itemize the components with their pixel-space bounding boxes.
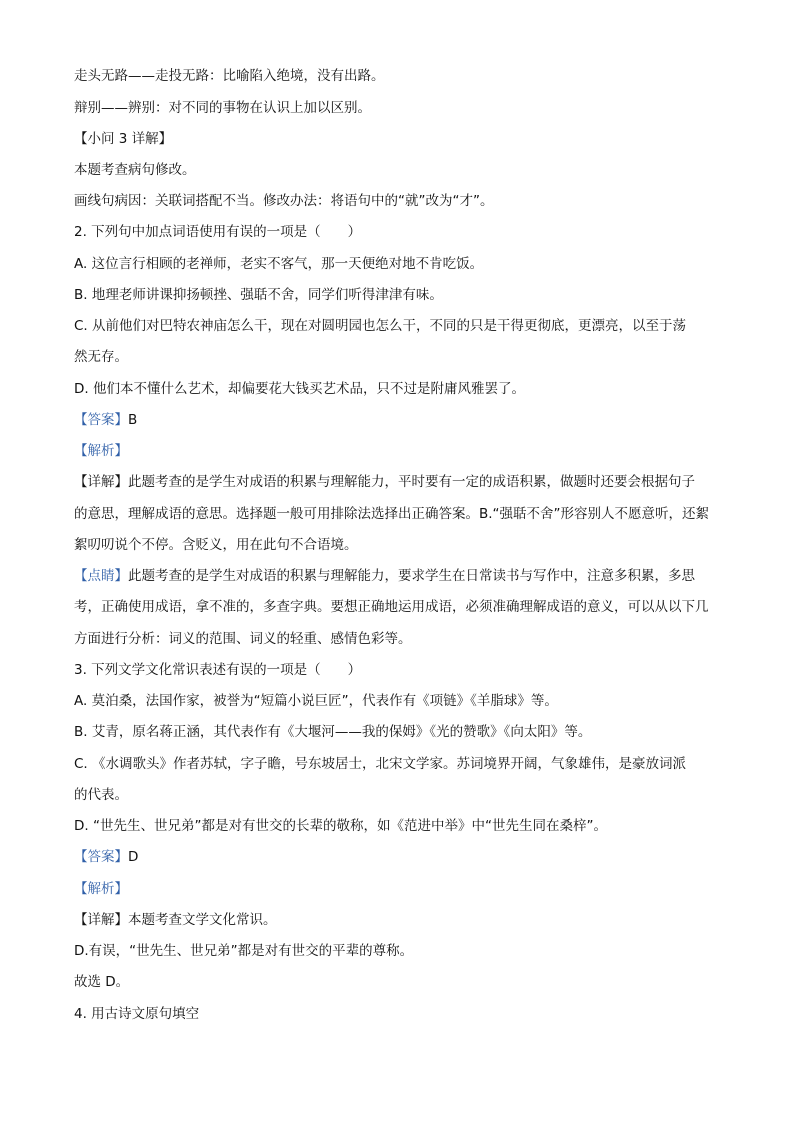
option-c: C. 从前他们对巴特农神庙怎么干，现在对圆明园也怎么干，不同的只是干得更彻底，更漂亮，以至于荡 xyxy=(74,318,687,334)
analysis-tag: 【解析】 xyxy=(74,443,128,459)
detail-line: 絮叨叨说个不停。含贬义，用在此句不合语境。 xyxy=(74,537,358,553)
detail-line: 【详解】此题考查的是学生对成语的积累与理解能力，平时要有一定的成语积累，做题时还要会根据句子 xyxy=(74,474,695,490)
text-line: 走头无路——走投无路：比喻陷入绝境，没有出路。 xyxy=(74,68,385,84)
detail-line: 【详解】本题考查文学文化常识。 xyxy=(74,912,277,928)
comment-line: 【点睛】此题考查的是学生对成语的积累与理解能力，要求学生在日常读书与写作中，注意多积累，多思 xyxy=(74,568,695,584)
detail-line: 的意思，理解成语的意思。选择题一般可用排除法选择出正确答案。B.“强聒不舍”形容别人不愿意听，还絮 xyxy=(74,506,710,522)
answer-tag: 【答案】 xyxy=(74,412,128,428)
answer-line xyxy=(74,847,724,867)
answer-tag: 【答案】 xyxy=(74,849,128,865)
text-line: 本题考查病句修改。 xyxy=(74,162,196,178)
question-2-stem: 2. 下列句中加点词语使用有误的一项是（ ） xyxy=(74,224,362,240)
text-line: 画线句病因：关联词搭配不当。修改办法：将语句中的“就”改为“才”。 xyxy=(74,193,494,209)
option-a: A. 这位言行相顾的老禅师，老实不客气，那一天便绝对地不肯吃饭。 xyxy=(74,256,484,272)
detail-line: D.有误，“世先生、世兄弟”都是对有世交的平辈的尊称。 xyxy=(74,943,414,959)
option-d: D. “世先生、世兄弟”都是对有世交的长辈的敬称，如《范进中举》中“世先生同在桑梓”。 xyxy=(74,818,607,834)
answer-value: B xyxy=(128,412,138,428)
question-3-stem: 3. 下列文学文化常识表述有误的一项是（ ） xyxy=(74,662,362,678)
answer-line xyxy=(74,410,724,430)
sub-question-heading: 【小问 3 详解】 xyxy=(74,131,173,147)
option-c: C. 《水调歌头》作者苏轼，字子瞻，号东坡居士，北宋文学家。苏词境界开阔，气象雄伟，是豪放词派 xyxy=(74,756,687,772)
comment-line: 考，正确使用成语，拿不准的，多查字典。要想正确地运用成语，必须准确理解成语的意义，可以从以下几 xyxy=(74,599,709,615)
question-4-stem: 4. 用古诗文原句填空 xyxy=(74,1006,200,1022)
option-c-continued: 的代表。 xyxy=(74,787,128,803)
option-d: D. 他们本不懂什么艺术，却偏要花大钱买艺术品，只不过是附庸风雅罢了。 xyxy=(74,381,525,397)
analysis-tag: 【解析】 xyxy=(74,881,128,897)
comment-tag: 【点睛】 xyxy=(74,568,128,584)
detail-line: 故选 D。 xyxy=(74,974,130,990)
option-c-continued: 然无存。 xyxy=(74,349,128,365)
option-a: A. 莫泊桑，法国作家，被誉为“短篇小说巨匠”，代表作有《项链》《羊脂球》等。 xyxy=(74,693,558,709)
answer-value: D xyxy=(128,849,139,865)
comment-line: 方面进行分析：词义的范围、词义的轻重、感情色彩等。 xyxy=(74,631,412,647)
option-b: B. 地理老师讲课抑扬顿挫、强聒不舍，同学们听得津津有味。 xyxy=(74,287,443,303)
text-line: 辩别——辨别：对不同的事物在认识上加以区别。 xyxy=(74,100,371,116)
option-b: B. 艾青，原名蒋正涵，其代表作有《大堰河——我的保姆》《光的赞歌》《向太阳》等。 xyxy=(74,724,592,740)
